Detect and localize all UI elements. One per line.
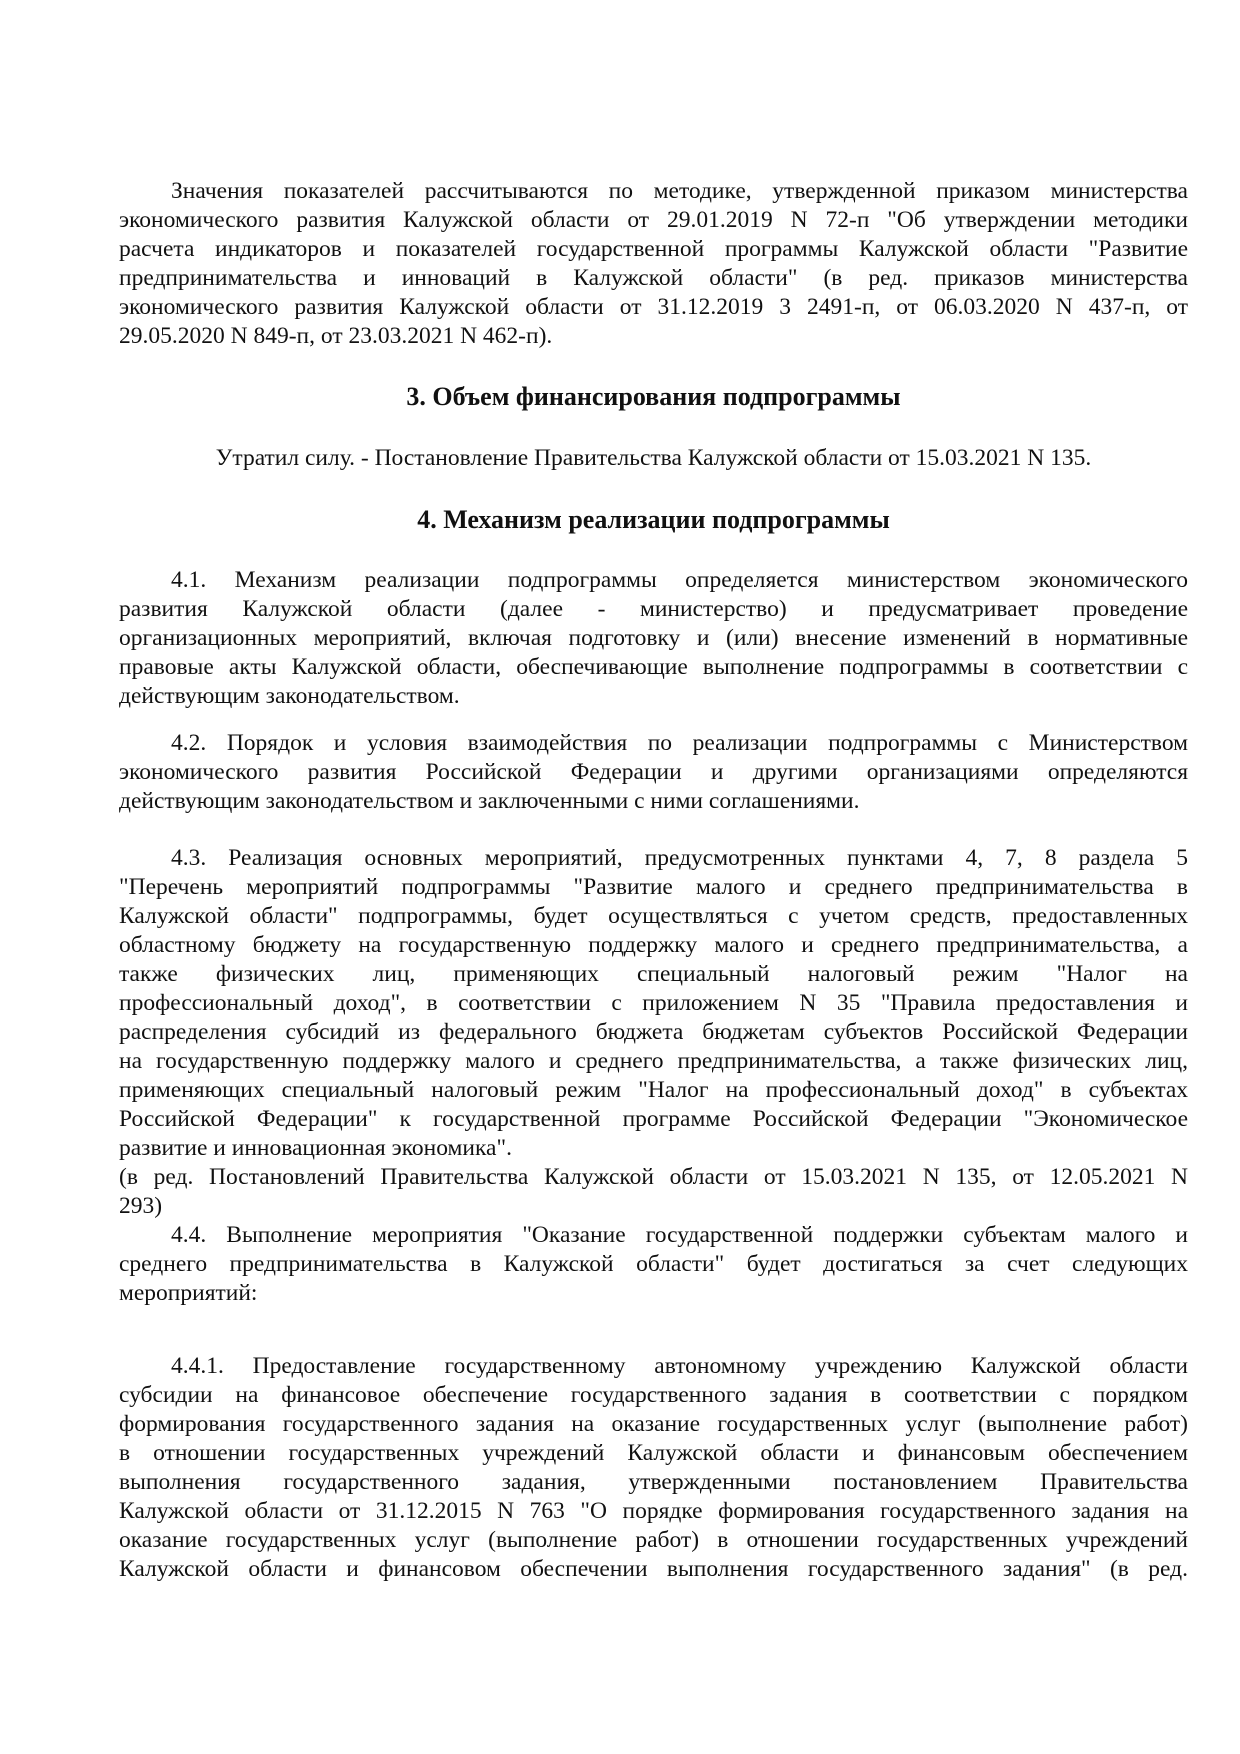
paragraph-4-4-1 [119,1352,1188,1584]
text-line: действующим законодательством. [119,683,460,709]
text-line: на государственную поддержку малого и среднего предпринимательства, а также физических лиц, [119,1048,1188,1074]
text-line: применяющих специальный налоговый режим "Налог на профессиональный доход" в субъектах [119,1077,1188,1103]
text-line: организационных мероприятий, включая подготовку и (или) внесение изменений в нормативные [119,625,1188,651]
text-line: 4.1. Механизм реализации подпрограммы определяется министерством экономического [171,567,1188,593]
text-line: формирования государственного задания на оказание государственных услуг (выполнение работ) [119,1411,1188,1437]
section-3-repealed-note [119,444,1188,473]
section-3 [119,380,1188,414]
text-line: Российской Федерации" к государственной программе Российской Федерации "Экономическое [119,1106,1188,1132]
text-line: 29.05.2020 N 849-п, от 23.03.2021 N 462-п). [119,323,553,349]
paragraph-4-3-amendment-note [119,1163,1188,1221]
text-line: Калужской области и финансовом обеспечении выполнения государственного задания" (в ред. [119,1556,1188,1582]
text-line: 4.3. Реализация основных мероприятий, предусмотренных пунктами 4, 7, 8 раздела 5 [171,845,1188,871]
text-line: (в ред. Постановлений Правительства Калужской области от 15.03.2021 N 135, от 12.05.2021 N [119,1164,1188,1190]
text-line: субсидии на финансовое обеспечение государственного задания в соответствии с порядком [119,1382,1188,1408]
text-line: правовые акты Калужской области, обеспечивающие выполнение подпрограммы в соответствии с [119,654,1188,680]
paragraph-4-1 [119,566,1188,711]
text-line: 4.4. Выполнение мероприятия "Оказание государственной поддержки субъектам малого и [171,1222,1188,1248]
text-line: предпринимательства и инноваций в Калужской области" (в ред. приказов министерства [119,265,1188,291]
text-line: 293) [119,1193,163,1219]
text-line: мероприятий: [119,1280,258,1306]
text-line: распределения субсидий из федерального бюджета бюджетам субъектов Российской Федерации [119,1019,1188,1045]
section-4-heading: 4. Механизм реализации подпрограммы [417,505,890,534]
text-line: выполнения государственного задания, утвержденными постановлением Правительства [119,1469,1188,1495]
text-line: экономического развития Российской Федерации и другими организациями определяются [119,759,1188,785]
text-line: оказание государственных услуг (выполнение работ) в отношении государственных учреждений [119,1527,1188,1553]
text-line: 4.2. Порядок и условия взаимодействия по реализации подпрограммы с Министерством [171,730,1188,756]
text-line: Калужской области от 31.12.2015 N 763 "О порядке формирования государственного задания на [119,1498,1188,1524]
paragraph-4-2 [119,729,1188,816]
text-line: действующим законодательством и заключенными с ними соглашениями. [119,788,860,814]
text-line: Значения показателей рассчитываются по методике, утвержденной приказом министерства [171,178,1188,204]
text-line: среднего предпринимательства в Калужской области" будет достигаться за счет следующих [119,1251,1188,1277]
text-line: развития Калужской области (далее - министерство) и предусматривает проведение [119,596,1188,622]
section-4 [119,503,1188,537]
text-line: 4.4.1. Предоставление государственному автономному учреждению Калужской области [171,1353,1188,1379]
text-line: экономического развития Калужской области от 29.01.2019 N 72-п "Об утверждении методики [119,207,1188,233]
text-line: областному бюджету на государственную поддержку малого и среднего предпринимательства, а [119,932,1188,958]
paragraph-methodology [119,177,1188,351]
text-line: расчета индикаторов и показателей государственной программы Калужской области "Развитие [119,236,1188,262]
text-line: развитие и инновационная экономика". [119,1135,512,1161]
text-line: "Перечень мероприятий подпрограммы "Развитие малого и среднего предпринимательства в [119,874,1188,900]
text-line: профессиональный доход", в соответствии с приложением N 35 "Правила предоставления и [119,990,1188,1016]
text-line: в отношении государственных учреждений Калужской области и финансовым обеспечением [119,1440,1188,1466]
text-line: Калужской области" подпрограммы, будет осуществляться с учетом средств, предоставленных [119,903,1188,929]
text-line: экономического развития Калужской области от 31.12.2019 3 2491-п, от 06.03.2020 N 437-п, от [119,294,1188,320]
paragraph-4-3 [119,844,1188,1163]
paragraph-4-4 [119,1221,1188,1308]
text-line: также физических лиц, применяющих специальный налоговый режим "Налог на [119,961,1188,987]
section-3-heading: 3. Объем финансирования подпрограммы [406,382,901,411]
repealed-text: Утратил силу. - Постановление Правительства Калужской области от 15.03.2021 N 135. [215,445,1092,471]
